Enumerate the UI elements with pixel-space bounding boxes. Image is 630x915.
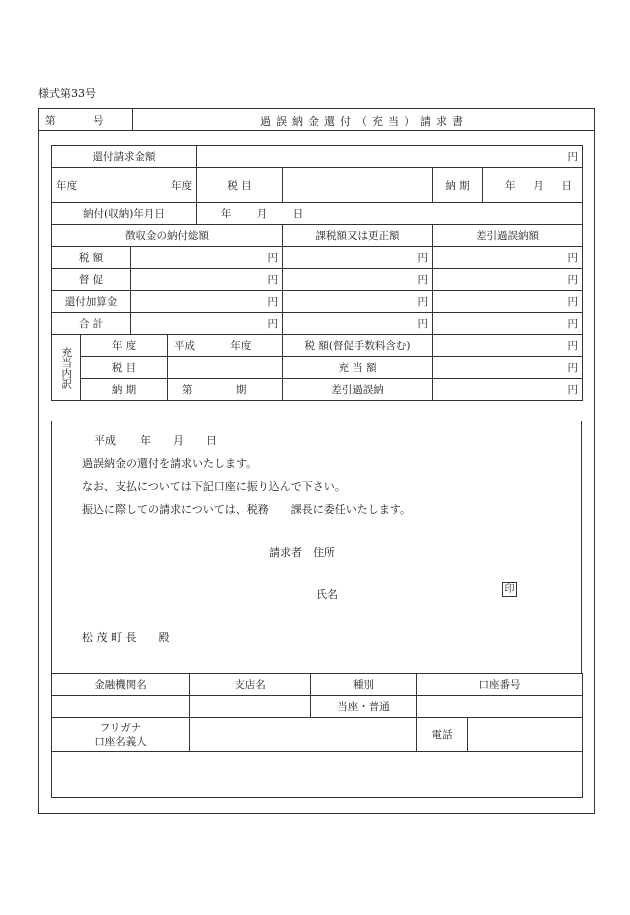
payment-date-field[interactable] xyxy=(197,203,583,225)
day-unit: 日 xyxy=(561,179,573,192)
year-unit: 年 xyxy=(505,179,516,192)
request-date[interactable]: 平成 年 月 日 xyxy=(94,434,217,447)
bank-account-table xyxy=(51,673,583,798)
overpaid-cell[interactable]: 円 xyxy=(433,313,583,335)
request-line-2: なお、支払については下記口座に振り込んで下さい。 xyxy=(82,480,346,493)
tax-corrected-cell[interactable]: 円 xyxy=(283,291,433,313)
holder-field[interactable] xyxy=(190,718,417,752)
yen-unit: 円 xyxy=(567,151,579,163)
tax-corrected-cell[interactable]: 円 xyxy=(283,247,433,269)
allocated-amount-field[interactable]: 円 xyxy=(433,357,583,379)
addressee: 松 茂 町 長 殿 xyxy=(82,631,170,644)
payment-period-field[interactable] xyxy=(483,168,583,203)
net-overpaid-label: 差引過誤納 xyxy=(283,379,433,401)
account-type-header: 種別 xyxy=(311,674,417,696)
period-suffix: 期 xyxy=(235,384,247,396)
seal-mark: 印 xyxy=(502,582,517,597)
month-unit: 月 xyxy=(533,179,544,192)
tax-corrected-cell[interactable]: 円 xyxy=(283,269,433,291)
tax-incl-field[interactable]: 円 xyxy=(433,335,583,357)
overpaid-cell[interactable]: 円 xyxy=(433,247,583,269)
allocated-amount-label: 充 当 額 xyxy=(283,357,433,379)
fiscal-year-label: 年度 xyxy=(56,179,77,192)
overpaid-cell[interactable]: 円 xyxy=(433,291,583,313)
breakdown-row-label: 督 促 xyxy=(52,269,131,291)
account-type-field[interactable]: 当座・普通 xyxy=(311,696,417,718)
allocation-period-field[interactable] xyxy=(168,379,283,401)
requester-address-label: 請求者 住所 xyxy=(269,546,335,559)
allocation-side-label: 充当内訳 xyxy=(52,335,81,401)
net-overpaid-field[interactable]: 円 xyxy=(433,379,583,401)
fiscal-year-field[interactable] xyxy=(52,168,197,203)
branch-header: 支店名 xyxy=(190,674,311,696)
refund-detail-table xyxy=(51,145,583,401)
breakdown-row-label: 税 額 xyxy=(52,247,131,269)
collected-cell[interactable]: 円 xyxy=(131,291,283,313)
payment-year-unit: 年 xyxy=(221,208,232,220)
number-prefix: 第 xyxy=(45,115,56,127)
notes-area[interactable] xyxy=(52,752,583,798)
breakdown-row-label: 還付加算金 xyxy=(52,291,131,313)
allocation-period-label: 納 期 xyxy=(81,379,168,401)
fiscal-year-unit: 年度 xyxy=(171,179,192,192)
refund-amount-field[interactable] xyxy=(197,146,583,168)
overpaid-diff-header: 差引過誤納額 xyxy=(433,225,583,247)
request-line-1: 過誤納金の還付を請求いたします。 xyxy=(82,457,258,470)
branch-field[interactable] xyxy=(190,696,311,718)
allocation-tax-item-label: 税 目 xyxy=(81,357,168,379)
refund-amount-label: 還付請求金額 xyxy=(52,146,197,168)
request-line-3: 振込に際しての請求については、税務 課長に委任いたします。 xyxy=(82,503,411,516)
allocation-tax-item-field[interactable] xyxy=(168,357,283,379)
year-unit-label: 年度 xyxy=(230,340,252,352)
allocation-year-field[interactable] xyxy=(168,335,283,357)
payment-month-unit: 月 xyxy=(256,208,268,220)
tax-item-label: 税 目 xyxy=(197,168,283,203)
account-number-header: 口座番号 xyxy=(417,674,583,696)
account-number-field[interactable] xyxy=(417,696,583,718)
holder-label: フリガナ 口座名義人 xyxy=(52,718,190,752)
number-suffix: 号 xyxy=(93,115,104,127)
bank-name-field[interactable] xyxy=(52,696,190,718)
collected-cell[interactable]: 円 xyxy=(131,313,283,335)
breakdown-row-label: 合 計 xyxy=(52,313,131,335)
payment-period-label: 納 期 xyxy=(433,168,483,203)
overpaid-cell[interactable]: 円 xyxy=(433,269,583,291)
collected-total-header: 徴収金の納付総額 xyxy=(52,225,283,247)
payment-day-unit: 日 xyxy=(292,208,304,220)
tax-incl-label: 税 額(督促手数料含む) xyxy=(283,335,433,357)
bank-name-header: 金融機関名 xyxy=(52,674,190,696)
requester-name-label: 氏名 xyxy=(316,588,338,601)
collected-cell[interactable]: 円 xyxy=(131,269,283,291)
tax-item-field[interactable] xyxy=(283,168,433,203)
form-number: 様式第33号 xyxy=(38,87,96,100)
collected-cell[interactable]: 円 xyxy=(131,247,283,269)
phone-field[interactable] xyxy=(468,718,583,752)
payment-date-label: 納付(収納)年月日 xyxy=(52,203,197,225)
form-title: 過誤納金還付（充当）請求書 xyxy=(260,115,468,128)
allocation-year-label: 年 度 xyxy=(81,335,168,357)
tax-corrected-cell[interactable]: 円 xyxy=(283,313,433,335)
phone-label: 電話 xyxy=(417,718,468,752)
tax-corrected-header: 課税額又は更正額 xyxy=(283,225,433,247)
heisei-label: 平成 xyxy=(174,340,195,352)
period-prefix: 第 xyxy=(182,384,193,396)
